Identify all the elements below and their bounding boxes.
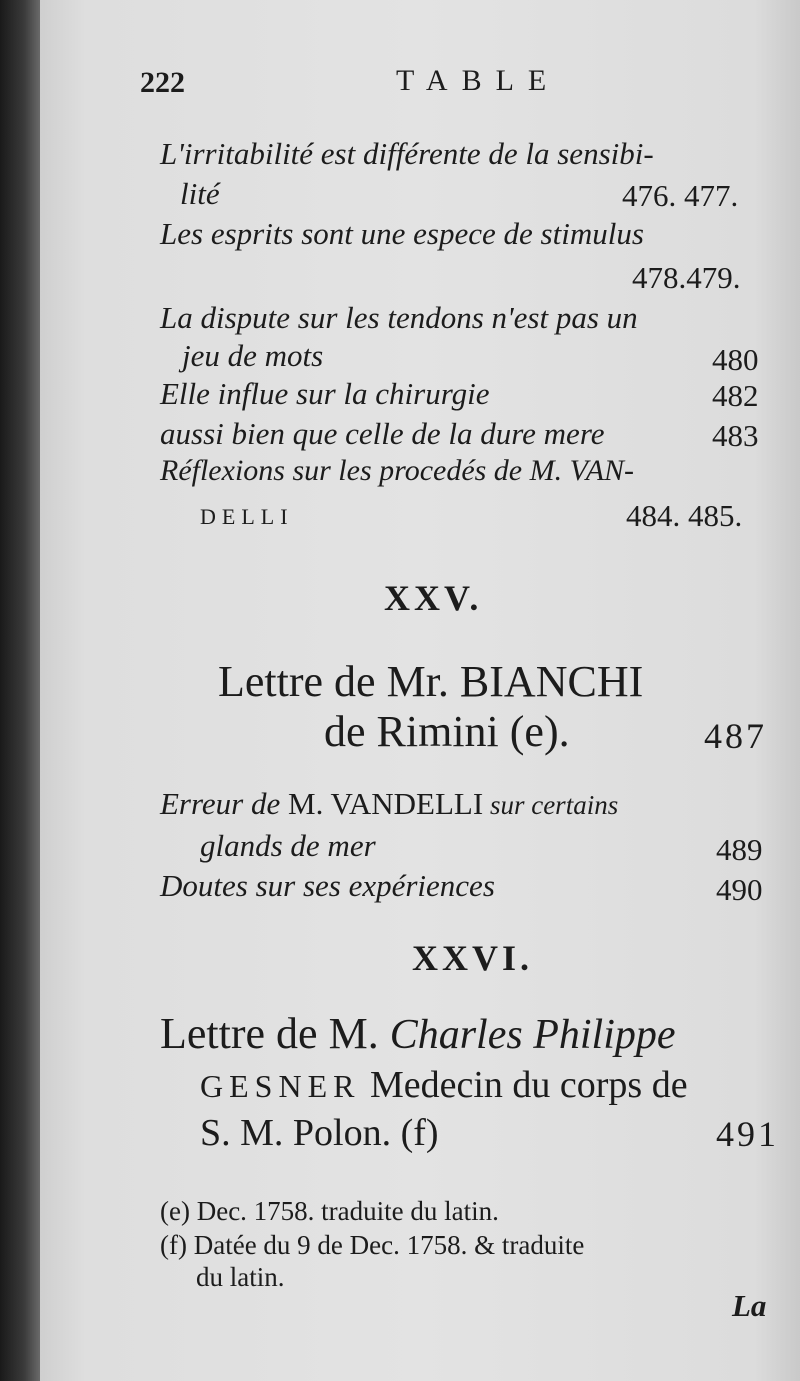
running-title: TABLE	[396, 64, 561, 97]
toc-entry-continuation: lité	[180, 176, 220, 211]
toc-entry-text: Elle influe sur la chirurgie	[160, 376, 490, 411]
toc-entry-continuation: glands de mer	[200, 828, 376, 863]
toc-entry-text: aussi bien que celle de la dure mere	[160, 416, 605, 451]
footnote-text: Dec. 1758. traduite du latin.	[196, 1196, 499, 1226]
book-page	[40, 0, 800, 1381]
toc-entry-name: M. VANDELLI	[288, 786, 484, 821]
section-page: 487	[704, 716, 767, 756]
section-page: 491	[716, 1114, 779, 1154]
toc-entry-pages: 484. 485.	[626, 498, 743, 533]
toc-entry-text: Réflexions sur les procedés de M. VAN-	[160, 454, 635, 487]
footnote-continuation: du latin.	[196, 1262, 285, 1292]
toc-entry-text: Les esprits sont une espece de stimulus	[160, 216, 644, 251]
toc-entry-pages: 490	[716, 872, 763, 907]
section-title	[200, 1066, 688, 1104]
section-numeral: XXV.	[384, 578, 483, 618]
section-title: de Rimini (e).	[324, 707, 570, 756]
toc-entry-pages: 489	[716, 832, 763, 867]
footnote-mark: (f)	[160, 1230, 187, 1260]
toc-entry-pages: 482	[712, 378, 759, 413]
toc-entry-text-part: Erreur de	[160, 786, 288, 821]
section-title: S. M. Polon. (f)	[200, 1112, 439, 1154]
section-title-part: Lettre de M.	[160, 1009, 390, 1058]
catchword: La	[732, 1288, 767, 1323]
toc-entry-text: L'irritabilité est différente de la sensibi-	[160, 136, 654, 171]
section-title-part: Medecin du corps de	[360, 1064, 688, 1106]
footnote	[160, 1198, 499, 1225]
toc-entry-continuation: DELLI	[200, 504, 294, 529]
section-title-name: Charles Philippe	[389, 1012, 676, 1058]
toc-entry-text-part: sur certains	[483, 790, 619, 820]
footnote-text: Datée du 9 de Dec. 1758. & traduite	[193, 1230, 585, 1260]
section-title-name: GESNER	[200, 1068, 361, 1104]
section-title	[160, 1009, 676, 1058]
footnote-mark: (e)	[160, 1196, 190, 1226]
toc-entry-text: Doutes sur ses expériences	[160, 868, 495, 903]
section-numeral: XXVI.	[412, 938, 534, 978]
toc-entry-pages: 476. 477.	[622, 178, 739, 213]
toc-entry-pages: 478.479.	[632, 260, 741, 295]
page-number: 222	[140, 66, 185, 99]
toc-entry-text	[160, 788, 618, 819]
section-title: Lettre de Mr. BIANCHI	[218, 657, 644, 706]
toc-entry-pages: 480	[712, 342, 759, 377]
toc-entry-continuation: jeu de mots	[182, 338, 324, 373]
toc-entry-pages: 483	[712, 418, 759, 453]
book-gutter	[0, 0, 40, 1381]
footnote	[160, 1232, 584, 1259]
toc-entry-text: La dispute sur les tendons n'est pas un	[160, 300, 638, 335]
